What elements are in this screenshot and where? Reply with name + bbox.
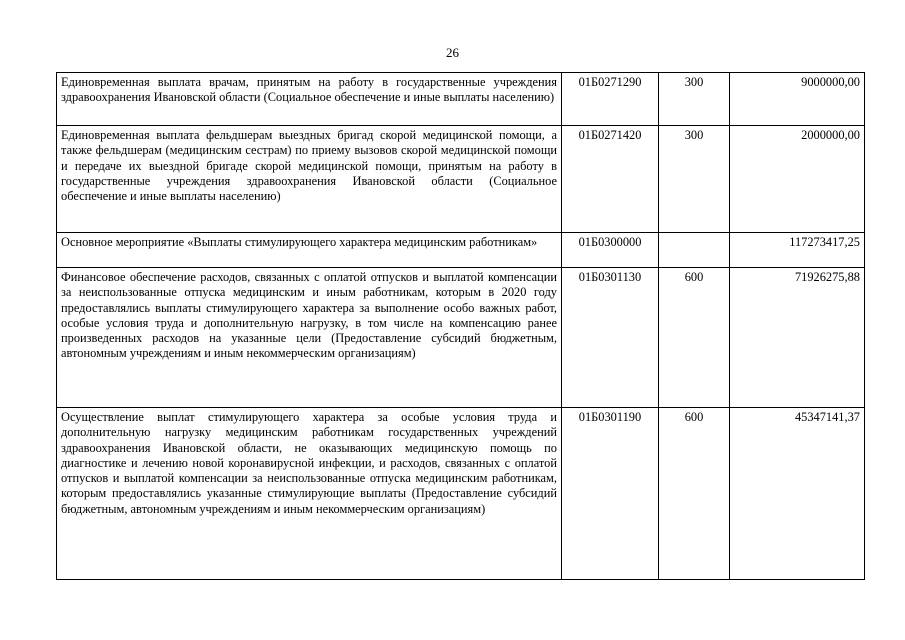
row-code: 01Б0300000 [562,233,659,268]
row-description: Единовременная выплата фельдшерам выездных бригад скорой медицинской помощи, а также фельдшерам (медицинским сестрам) по приему вызовов скорой медицинской помощи и передаче их выездной бригаде скорой медицинской помощи, принятым на работу в государственные учреждения здравоохранения Ивановской области (Социальное обеспечение и иные выплаты населению) [57,126,562,233]
row-expense-type: 300 [659,73,730,126]
row-description: Единовременная выплата врачам, принятым на работу в государственные учреждения здравоохранения Ивановской области (Социальное обеспечение и иные выплаты населению) [57,73,562,126]
budget-table [56,72,865,580]
row-amount: 45347141,37 [730,408,865,580]
row-description: Финансовое обеспечение расходов, связанных с оплатой отпусков и выплатой компенсации за неиспользованные отпуска медицинским и иным работникам, которым в 2020 году предоставлялись выплаты стимулирующего характера за выполнение особо важных работ, особые условия труда и дополнительную нагрузку, в том числе на компенсацию ранее произведенных расходов на указанные цели (Предоставление субсидий бюджетным, автономным учреждениям и иным некоммерческим организациям) [57,268,562,408]
table-row [57,268,865,408]
table-row [57,233,865,268]
row-amount: 117273417,25 [730,233,865,268]
row-expense-type: 600 [659,408,730,580]
row-code: 01Б0271420 [562,126,659,233]
row-amount: 2000000,00 [730,126,865,233]
row-code: 01Б0271290 [562,73,659,126]
table-row [57,73,865,126]
table-row [57,126,865,233]
row-description: Основное мероприятие «Выплаты стимулирующего характера медицинским работникам» [57,233,562,268]
row-code: 01Б0301190 [562,408,659,580]
row-expense-type [659,233,730,268]
page-number: 26 [446,45,459,60]
row-expense-type: 600 [659,268,730,408]
table-row [57,408,865,580]
row-amount: 71926275,88 [730,268,865,408]
row-code: 01Б0301130 [562,268,659,408]
row-amount: 9000000,00 [730,73,865,126]
row-description: Осуществление выплат стимулирующего характера за особые условия труда и дополнительную нагрузку медицинским работникам государственных учреждений здравоохранения Ивановской области, не оказывающих медицинскую помощь по диагностике и лечению новой коронавирусной инфекции, и расходов, связанных с оплатой отпусков и выплатой компенсации за неиспользованные отпуска медицинским работникам, которым предоставлялись указанные стимулирующие выплаты (Предоставление субсидий бюджетным, автономным учреждениям и иным некоммерческим организациям) [57,408,562,580]
row-expense-type: 300 [659,126,730,233]
